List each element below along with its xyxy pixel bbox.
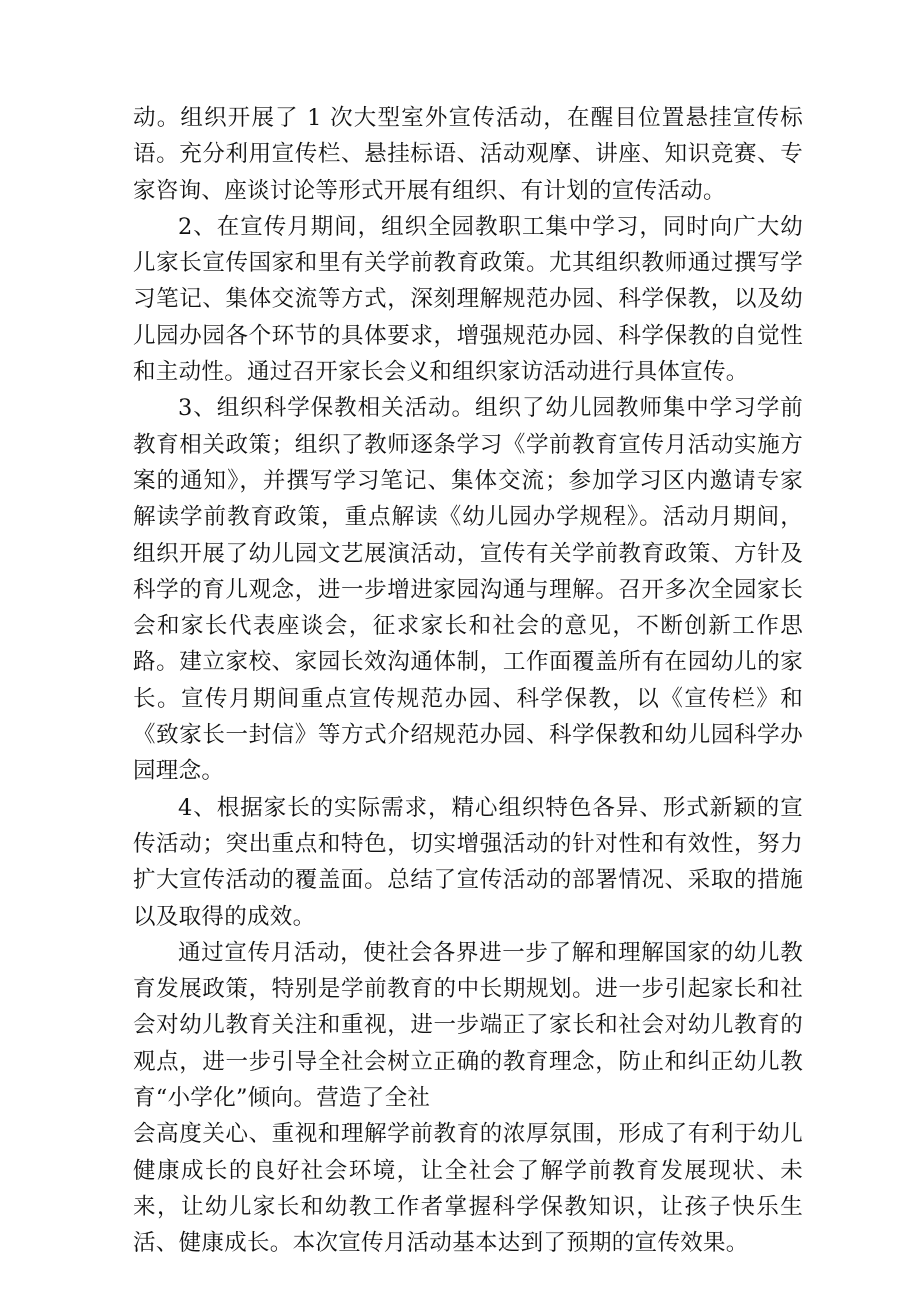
body-paragraph-1: 动。组织开展了 1 次大型室外宣传活动，在醒目位置悬挂宣传标语。充分利用宣传栏、悬挂标语、活动观摩、讲座、知识竞赛、专家咨询、座谈讨论等形式开展有组织、有计划的宣传活动。 — [133, 105, 803, 204]
body-paragraph-5: 通过宣传月活动，使社会各界进一步了解和理解国家的幼儿教育发展政策，特别是学前教育的中长期规划。进一步引起家长和社会对幼儿教育关注和重视，进一步端正了家长和社会对幼儿教育的观点，进一步引导全社会树立正确的教育理念，防止和纠正幼儿教育“小学化”倾向。营造了全社 — [133, 939, 803, 1112]
body-paragraph-3: 3、组织科学保教相关活动。组织了幼儿园教师集中学习学前教育相关政策；组织了教师逐条学习《学前教育宣传月活动实施方案的通知》，并撰写学习笔记、集体交流；参加学习区内邀请专家解读学前教育政策，重点解读《幼儿园办学规程》。活动月期间，组织开展了幼儿园文艺展演活动，宣传有关学前教育政策、方针及科学的育儿观念，进一步增进家园沟通与理解。召开多次全园家长会和家长代表座谈会，征求家长和社会的意见，不断创新工作思路。建立家校、家园长效沟通体制，工作面覆盖所有在园幼儿的家长。宣传月期间重点宣传规范办园、科学保教，以《宣传栏》和《致家长一封信》等方式介绍规范办园、科学保教和幼儿园科学办园理念。 — [133, 395, 803, 785]
body-paragraph-6: 会高度关心、重视和理解学前教育的浓厚氛围，形成了有利于幼儿健康成长的良好社会环境，让全社会了解学前教育发展现状、未来，让幼儿家长和幼教工作者掌握科学保教知识，让孩子快乐生活、健康成长。本次宣传月活动基本达到了预期的宣传效果。 — [133, 1121, 803, 1257]
body-paragraph-4: 4、根据家长的实际需求，精心组织特色各异、形式新颖的宣传活动；突出重点和特色，切实增强活动的针对性和有效性，努力扩大宣传活动的覆盖面。总结了宣传活动的部署情况、采取的措施以及取得的成效。 — [133, 794, 803, 930]
document-page — [133, 100, 803, 1262]
body-paragraph-2: 2、在宣传月期间，组织全园教职工集中学习，同时向广大幼儿家长宣传国家和里有关学前教育政策。尤其组织教师通过撰写学习笔记、集体交流等方式，深刻理解规范办园、科学保教，以及幼儿园办园各个环节的具体要求，增强规范办园、科学保教的自觉性和主动性。通过召开家长会义和组织家访活动进行具体宣传。 — [133, 213, 803, 386]
